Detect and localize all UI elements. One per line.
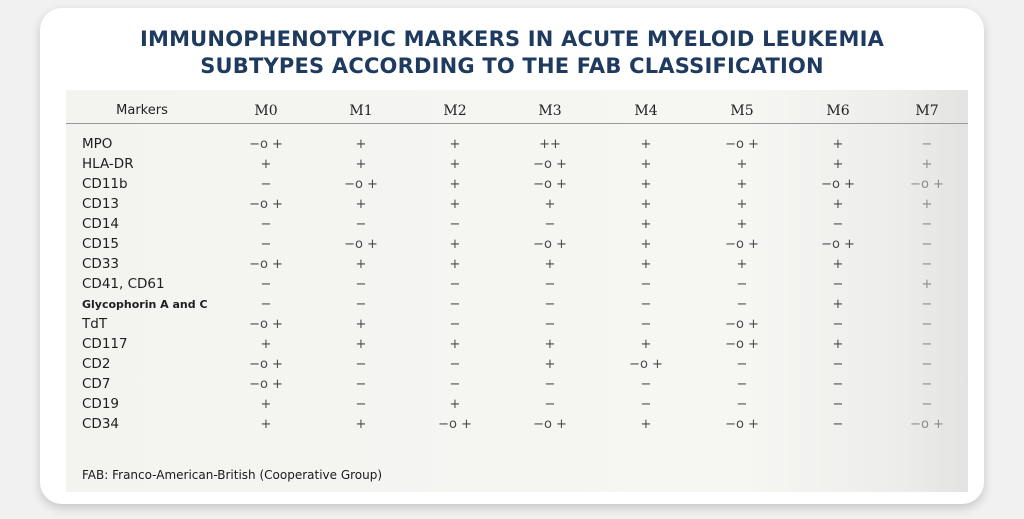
marker-expression-cell: − — [736, 356, 748, 372]
marker-label: CD117 — [82, 336, 128, 352]
marker-expression-cell: + — [449, 336, 461, 352]
table-row — [66, 274, 968, 294]
marker-expression-cell: − — [832, 416, 844, 432]
table-row — [66, 134, 968, 154]
marker-expression-cell: + — [260, 156, 272, 172]
marker-expression-cell: + — [736, 156, 748, 172]
marker-expression-cell: + — [921, 196, 933, 212]
marker-expression-cell: −o + — [438, 416, 472, 432]
marker-expression-cell: −o + — [725, 336, 759, 352]
marker-expression-cell: + — [832, 136, 844, 152]
marker-label: TdT — [82, 316, 108, 332]
marker-expression-cell: + — [449, 396, 461, 412]
marker-label: CD34 — [82, 416, 119, 432]
title-line-1: IMMUNOPHENOTYPIC MARKERS IN ACUTE MYELOID LEUKEMIA — [139, 27, 885, 51]
marker-expression-cell: + — [355, 336, 367, 352]
marker-expression-cell: − — [640, 376, 652, 392]
marker-expression-cell: −o + — [821, 236, 855, 252]
marker-expression-cell: − — [640, 316, 652, 332]
marker-expression-cell: − — [355, 396, 367, 412]
column-header-m2: M2 — [443, 102, 467, 119]
marker-expression-cell: + — [736, 256, 748, 272]
marker-expression-cell: − — [355, 376, 367, 392]
table-row — [66, 374, 968, 394]
marker-expression-cell: − — [640, 396, 652, 412]
marker-expression-cell: − — [921, 316, 933, 332]
marker-expression-cell: − — [736, 296, 748, 312]
column-header-markers: Markers — [116, 103, 168, 118]
marker-expression-cell: + — [449, 196, 461, 212]
infographic-card — [40, 8, 984, 504]
column-header-m4: M4 — [634, 102, 658, 119]
marker-expression-cell: − — [736, 396, 748, 412]
table-row — [66, 394, 968, 414]
marker-label: HLA-DR — [82, 156, 134, 172]
column-header-m1: M1 — [349, 102, 373, 119]
table-row — [66, 334, 968, 354]
marker-expression-cell: + — [449, 156, 461, 172]
marker-expression-cell: − — [449, 276, 461, 292]
marker-expression-cell: −o + — [249, 316, 283, 332]
marker-expression-cell: + — [640, 136, 652, 152]
marker-expression-cell: + — [544, 256, 556, 272]
marker-expression-cell: − — [832, 216, 844, 232]
marker-expression-cell: + — [449, 176, 461, 192]
marker-expression-cell: + — [640, 156, 652, 172]
marker-expression-cell: + — [736, 196, 748, 212]
marker-expression-cell: − — [921, 216, 933, 232]
marker-label: CD7 — [82, 376, 111, 392]
marker-expression-cell: + — [640, 336, 652, 352]
marker-expression-cell: −o + — [725, 136, 759, 152]
marker-expression-cell: − — [640, 296, 652, 312]
table-header-row — [66, 98, 968, 124]
marker-expression-cell: − — [921, 236, 933, 252]
marker-expression-cell: −o + — [910, 176, 944, 192]
marker-expression-cell: − — [736, 276, 748, 292]
marker-expression-cell: − — [260, 236, 272, 252]
marker-label: CD19 — [82, 396, 119, 412]
column-header-m3: M3 — [538, 102, 562, 119]
marker-expression-cell: + — [640, 416, 652, 432]
table-row — [66, 414, 968, 434]
marker-expression-cell: − — [832, 376, 844, 392]
marker-expression-cell: + — [832, 196, 844, 212]
marker-expression-cell: + — [736, 176, 748, 192]
marker-label: CD11b — [82, 176, 128, 192]
marker-expression-cell: −o + — [344, 176, 378, 192]
marker-expression-cell: − — [544, 276, 556, 292]
marker-expression-cell: − — [921, 376, 933, 392]
marker-expression-cell: −o + — [249, 376, 283, 392]
scanned-table-image — [66, 90, 968, 492]
marker-expression-cell: − — [449, 316, 461, 332]
marker-expression-cell: − — [921, 296, 933, 312]
marker-expression-cell: + — [260, 396, 272, 412]
column-header-m7: M7 — [915, 102, 939, 119]
marker-expression-cell: −o + — [533, 236, 567, 252]
table-row — [66, 294, 968, 314]
marker-expression-cell: + — [544, 336, 556, 352]
marker-expression-cell: − — [921, 336, 933, 352]
marker-expression-cell: −o + — [249, 136, 283, 152]
marker-label: CD2 — [82, 356, 111, 372]
table-row — [66, 194, 968, 214]
marker-expression-cell: + — [260, 416, 272, 432]
marker-expression-cell: − — [832, 356, 844, 372]
table-row — [66, 314, 968, 334]
marker-label: Glycophorin A and C — [82, 297, 208, 311]
marker-expression-cell: + — [640, 236, 652, 252]
marker-expression-cell: −o + — [821, 176, 855, 192]
marker-expression-cell: + — [640, 256, 652, 272]
marker-expression-cell: − — [832, 276, 844, 292]
marker-expression-cell: + — [449, 236, 461, 252]
table-row — [66, 354, 968, 374]
marker-expression-cell: − — [355, 216, 367, 232]
title-line-2: SUBTYPES ACCORDING TO THE FAB CLASSIFICATION — [200, 54, 824, 78]
marker-expression-cell: − — [355, 296, 367, 312]
marker-expression-cell: + — [640, 176, 652, 192]
marker-expression-cell: − — [544, 316, 556, 332]
marker-expression-cell: −o + — [249, 196, 283, 212]
marker-label: CD41, CD61 — [82, 276, 165, 292]
marker-expression-cell: + — [640, 196, 652, 212]
table-row — [66, 154, 968, 174]
marker-label: MPO — [82, 136, 113, 152]
marker-expression-cell: − — [260, 296, 272, 312]
marker-expression-cell: + — [355, 256, 367, 272]
marker-expression-cell: + — [260, 336, 272, 352]
marker-expression-cell: + — [736, 216, 748, 232]
marker-expression-cell: + — [832, 296, 844, 312]
marker-expression-cell: −o + — [249, 256, 283, 272]
column-header-m6: M6 — [826, 102, 850, 119]
marker-expression-cell: − — [921, 136, 933, 152]
marker-expression-cell: − — [544, 376, 556, 392]
marker-expression-cell: − — [921, 396, 933, 412]
marker-expression-cell: + — [449, 256, 461, 272]
marker-expression-cell: − — [544, 216, 556, 232]
marker-expression-cell: − — [355, 276, 367, 292]
marker-expression-cell: − — [832, 396, 844, 412]
table-row — [66, 174, 968, 194]
marker-expression-cell: − — [921, 356, 933, 372]
marker-expression-cell: + — [355, 416, 367, 432]
marker-expression-cell: + — [921, 276, 933, 292]
marker-label: CD13 — [82, 196, 119, 212]
marker-expression-cell: − — [449, 296, 461, 312]
marker-expression-cell: −o + — [533, 156, 567, 172]
markers-table — [66, 98, 968, 434]
marker-expression-cell: −o + — [533, 416, 567, 432]
table-row — [66, 214, 968, 234]
marker-expression-cell: + — [832, 156, 844, 172]
marker-expression-cell: + — [355, 316, 367, 332]
table-row — [66, 254, 968, 274]
table-spacer-row — [66, 124, 968, 135]
column-header-m5: M5 — [730, 102, 754, 119]
marker-expression-cell: + — [832, 336, 844, 352]
marker-expression-cell: + — [921, 156, 933, 172]
marker-expression-cell: −o + — [725, 416, 759, 432]
marker-expression-cell: + — [355, 196, 367, 212]
marker-expression-cell: − — [260, 176, 272, 192]
marker-expression-cell: + — [355, 136, 367, 152]
marker-expression-cell: ++ — [539, 136, 561, 152]
marker-expression-cell: + — [832, 256, 844, 272]
table-row — [66, 234, 968, 254]
marker-expression-cell: − — [736, 376, 748, 392]
marker-expression-cell: − — [640, 276, 652, 292]
marker-expression-cell: − — [544, 396, 556, 412]
marker-label: CD15 — [82, 236, 119, 252]
marker-expression-cell: − — [449, 376, 461, 392]
marker-expression-cell: − — [260, 276, 272, 292]
marker-label: CD14 — [82, 216, 119, 232]
marker-expression-cell: − — [449, 356, 461, 372]
marker-expression-cell: − — [832, 316, 844, 332]
marker-expression-cell: + — [544, 196, 556, 212]
column-header-m0: M0 — [254, 102, 278, 119]
marker-expression-cell: − — [544, 296, 556, 312]
marker-expression-cell: −o + — [725, 316, 759, 332]
marker-expression-cell: −o + — [344, 236, 378, 252]
footnote: FAB: Franco-American-British (Cooperative Group) — [82, 468, 383, 482]
marker-expression-cell: −o + — [629, 356, 663, 372]
marker-expression-cell: −o + — [725, 236, 759, 252]
marker-expression-cell: + — [449, 136, 461, 152]
marker-expression-cell: + — [355, 156, 367, 172]
marker-expression-cell: −o + — [249, 356, 283, 372]
marker-expression-cell: + — [640, 216, 652, 232]
marker-expression-cell: − — [260, 216, 272, 232]
marker-expression-cell: + — [544, 356, 556, 372]
marker-expression-cell: − — [921, 256, 933, 272]
marker-expression-cell: − — [355, 356, 367, 372]
marker-label: CD33 — [82, 256, 119, 272]
marker-expression-cell: −o + — [533, 176, 567, 192]
marker-expression-cell: − — [449, 216, 461, 232]
page-title — [40, 26, 984, 80]
marker-expression-cell: −o + — [910, 416, 944, 432]
